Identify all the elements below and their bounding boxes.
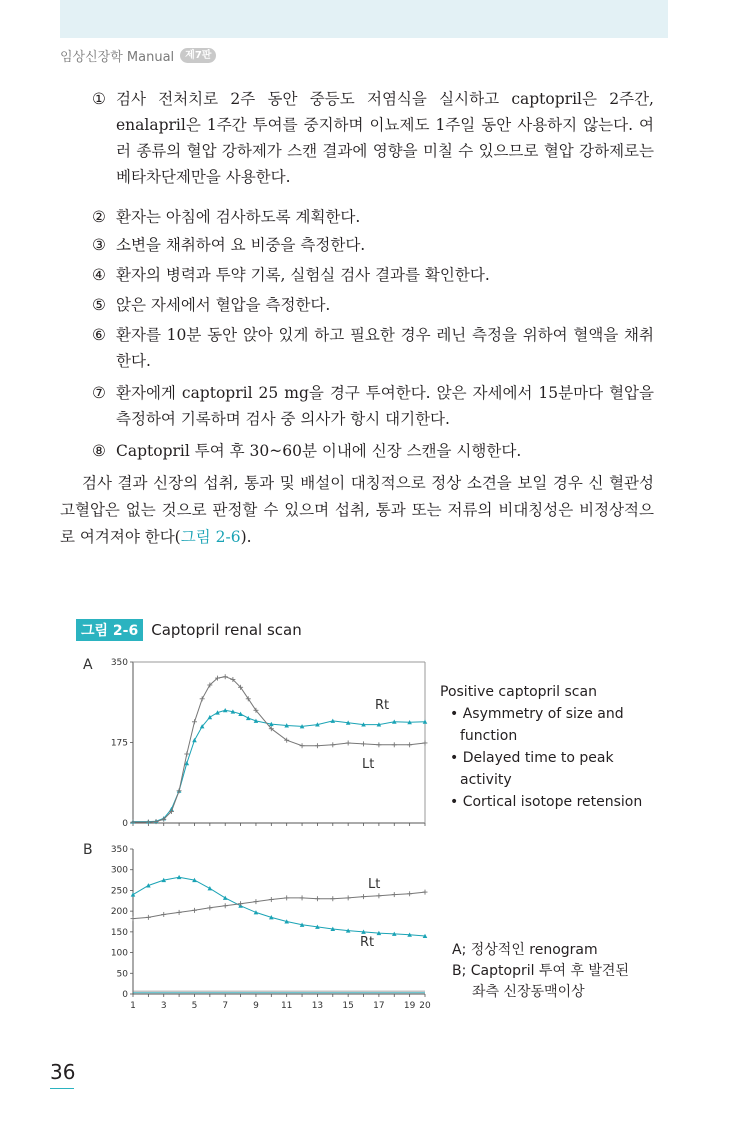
data-point-lt [346,740,351,745]
x-tick-label: 19 [403,1001,416,1011]
data-point-lt [423,740,428,745]
x-tick-label: 3 [160,1001,167,1011]
data-point-lt [184,752,189,757]
data-point-rt [192,738,197,742]
data-point-lt [161,912,166,917]
series-label-lt: Lt [368,877,381,892]
figure-title: Captopril renal scan [151,621,302,639]
legend-panel-a [440,681,642,813]
step-text: 환자의 병력과 투약 기록, 실험실 검사 결과를 확인한다. [116,266,490,284]
series-label-rt: Rt [375,698,390,713]
renogram-chart-a [100,652,440,832]
data-point-lt [361,894,366,899]
x-tick-label: 15 [342,1001,354,1011]
step-text: 앉은 자세에서 혈압을 측정한다. [116,296,331,314]
x-tick-label: 9 [253,1001,259,1011]
step-item [92,232,654,258]
y-tick-label: 150 [110,927,128,938]
legend-a-item: • Asymmetry of size and [450,706,624,722]
series-label-lt: Lt [362,757,375,772]
x-tick-label: 17 [373,1001,385,1011]
x-tick-label: 20 [419,1001,431,1011]
step-item [92,438,654,464]
data-point-lt [200,696,205,701]
paragraph-end: ). [240,528,252,546]
data-point-rt [131,892,136,896]
step-item [92,292,654,318]
legend-b-line: A; 정상적인 renogram [452,942,598,958]
data-point-lt [392,892,397,897]
data-point-lt [392,742,397,747]
data-point-lt [315,896,320,901]
figure-reference: 그림 2-6 [180,528,241,546]
y-tick-label: 0 [122,819,128,829]
data-point-lt [192,908,197,913]
data-point-lt [146,820,151,825]
step-number: ① [92,90,106,108]
data-point-lt [269,897,274,902]
y-tick-label: 50 [116,969,128,980]
step-number: ⑧ [92,442,106,460]
legend-b-line: 좌측 신장동맥이상 [472,984,585,1000]
step-item [92,204,654,230]
data-point-lt [376,893,381,898]
data-point-lt [376,742,381,747]
legend-a-title: Positive captopril scan [440,684,597,700]
data-point-lt [223,903,228,908]
y-tick-label: 350 [110,658,128,668]
book-title: 임상신장학 Manual [60,50,175,65]
step-number: ⑤ [92,296,106,314]
data-point-rt [246,716,251,720]
data-point-lt [223,674,228,679]
legend-b-line: B; Captopril 투여 후 발견된 [452,963,629,979]
step-number: ⑦ [92,384,106,402]
data-point-lt [407,742,412,747]
y-tick-label: 0 [122,990,128,1000]
page-number-rule [50,1088,74,1089]
paragraph-text: 검사 결과 신장의 섭취, 통과 및 배설이 대칭적으로 정상 소견을 보일 경우 신 혈관성 고혈압은 없는 것으로 판정할 수 있으며 섭취, 통과 또는 저류의 비대칭성은 비정상적으로 여겨져야 한다( [60,474,654,546]
data-point-lt [192,719,197,724]
step-item [92,322,654,374]
y-tick-label: 175 [110,738,128,749]
step-item [92,380,654,432]
x-tick-label: 13 [311,1001,324,1011]
page-number: 36 [50,1060,76,1084]
body-paragraph [60,470,654,551]
x-tick-label: 5 [191,1001,198,1011]
step-text: 환자에게 captopril 25 mg을 경구 투여한다. 앉은 자세에서 15분마다 혈압을 측정하여 기록하며 검사 중 의사가 항시 대기한다. [116,384,654,428]
data-point-lt [146,915,151,920]
step-text: 소변을 채취하여 요 비중을 측정한다. [116,236,366,254]
data-point-rt [208,886,213,890]
data-point-rt [208,715,213,719]
series-line-rt [133,877,425,936]
top-color-band [60,0,668,38]
data-point-lt [315,743,320,748]
step-text: 환자를 10분 동안 앉아 있게 하고 필요한 경우 레닌 측정을 위하여 혈액을 채취한다. [116,326,654,370]
data-point-lt [407,891,412,896]
panel-b-letter: B [83,842,93,858]
y-tick-label: 300 [110,865,128,876]
data-point-lt [177,910,182,915]
y-tick-label: 350 [110,845,128,855]
y-tick-label: 200 [110,907,128,918]
step-item [92,262,654,288]
data-point-lt [284,895,289,900]
running-head [60,46,216,65]
step-number: ⑥ [92,326,106,344]
step-text: Captopril 투여 후 30~60분 이내에 신장 스캔을 시행한다. [116,442,522,460]
data-point-lt [361,741,366,746]
data-point-lt [423,890,428,895]
legend-a-item-cont: function [460,728,518,744]
figure-label: 그림 2-6 [76,619,143,641]
data-point-lt [330,896,335,901]
y-tick-label: 250 [110,886,128,897]
x-tick-label: 7 [222,1001,229,1011]
data-point-lt [131,916,136,921]
y-tick-label: 100 [110,948,128,959]
step-text: 검사 전처치로 2주 동안 중등도 저염식을 실시하고 captopril은 2주간, enalapril은 1주간 투여를 중지하며 이뇨제도 1주일 동안 사용하지 않는다. 여러 종류의 혈압 강하제가 스캔 결과에 영향을 미칠 수 있으므로 혈압 강하제로는 베타차단제만을 사용한다. [116,90,654,186]
data-point-lt [131,820,136,825]
panel-a-letter: A [83,657,93,673]
step-item [92,86,654,190]
data-point-lt [346,895,351,900]
step-number: ③ [92,236,106,254]
data-point-lt [300,895,305,900]
step-number: ② [92,208,106,226]
x-tick-label: 11 [280,1001,293,1011]
x-tick-label: 1 [130,1001,136,1011]
series-line-rt [133,710,425,821]
legend-a-item-cont: activity [460,772,512,788]
figure-caption [76,619,302,641]
step-number: ④ [92,266,106,284]
edition-badge: 제7판 [180,48,216,63]
data-point-lt [207,905,212,910]
renogram-chart-b [100,840,440,1015]
data-point-rt [223,896,228,900]
data-point-lt [300,743,305,748]
series-label-rt: Rt [360,935,375,950]
legend-a-item: • Delayed time to peak [450,750,614,766]
legend-panel-b [452,940,629,1003]
legend-a-item: • Cortical isotope retension [450,794,643,810]
data-point-lt [330,742,335,747]
data-point-lt [253,899,258,904]
step-text: 환자는 아침에 검사하도록 계획한다. [116,208,361,226]
